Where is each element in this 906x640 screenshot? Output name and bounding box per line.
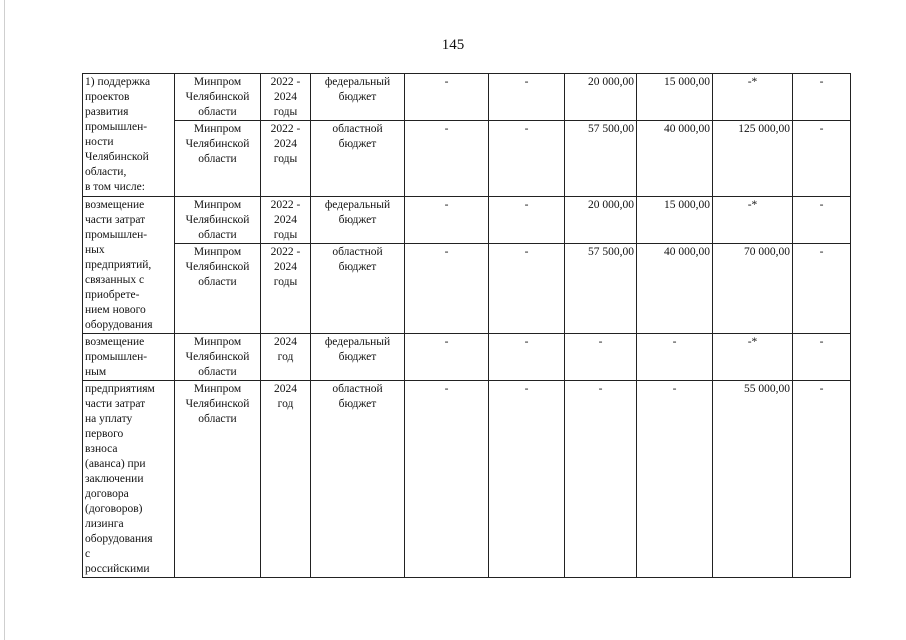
value-cell: - [489,121,565,197]
value-cell: - [489,381,565,578]
page-number: 145 [441,37,465,53]
funding-source-cell: областной бюджет [311,244,405,334]
measure-name-cell: возмещение части затрат промышлен- ных предприятий, связанных с приобрете- нием нового оборудования [83,197,175,334]
value-cell: 57 500,00 [565,244,637,334]
table-row [83,381,851,578]
value-cell: - [405,334,489,381]
years-cell: 2024 год [261,381,311,578]
value-cell: - [489,74,565,121]
value-cell: - [405,197,489,244]
value-cell: - [793,334,851,381]
years-cell: 2022 - 2024 годы [261,74,311,121]
value-cell: - [793,74,851,121]
value-cell: - [565,334,637,381]
table-row [83,121,851,197]
value-cell: 40 000,00 [637,121,713,197]
value-cell: - [489,334,565,381]
value-cell: - [405,121,489,197]
table-row [83,74,851,121]
value-cell: 15 000,00 [637,74,713,121]
measure-name-cell: 1) поддержка проектов развития промышлен- ности Челябинской области, в том числе: [83,74,175,197]
value-cell: - [489,197,565,244]
table-row [83,334,851,381]
table-row [83,244,851,334]
value-cell: 20 000,00 [565,197,637,244]
value-cell: 57 500,00 [565,121,637,197]
funding-source-cell: федеральный бюджет [311,197,405,244]
value-cell: - [793,121,851,197]
years-cell: 2022 - 2024 годы [261,121,311,197]
funding-source-cell: федеральный бюджет [311,74,405,121]
executor-cell: Минпром Челябинской области [175,121,261,197]
executor-cell: Минпром Челябинской области [175,74,261,121]
value-cell: 55 000,00 [713,381,793,578]
value-cell: 125 000,00 [713,121,793,197]
value-cell: - [793,381,851,578]
value-cell: - [405,381,489,578]
value-cell: - [565,381,637,578]
value-cell: - [489,244,565,334]
budget-table [82,73,851,578]
value-cell: 15 000,00 [637,197,713,244]
value-cell: -* [713,334,793,381]
executor-cell: Минпром Челябинской области [175,244,261,334]
funding-source-cell: областной бюджет [311,121,405,197]
funding-source-cell: областной бюджет [311,381,405,578]
value-cell: 20 000,00 [565,74,637,121]
value-cell: - [637,334,713,381]
funding-source-cell: федеральный бюджет [311,334,405,381]
value-cell: - [405,74,489,121]
executor-cell: Минпром Челябинской области [175,197,261,244]
scan-edge-line [4,0,5,640]
value-cell: - [405,244,489,334]
value-cell: - [637,381,713,578]
measure-name-cell: предприятиям части затрат на уплату первого взноса (аванса) при заключении договора (договоров) лизинга оборудования с российскими [83,381,175,578]
years-cell: 2024 год [261,334,311,381]
value-cell: 70 000,00 [713,244,793,334]
measure-name-cell: возмещение промышлен- ным [83,334,175,381]
value-cell: - [793,244,851,334]
value-cell: - [793,197,851,244]
executor-cell: Минпром Челябинской области [175,381,261,578]
executor-cell: Минпром Челябинской области [175,334,261,381]
years-cell: 2022 - 2024 годы [261,197,311,244]
value-cell: 40 000,00 [637,244,713,334]
table-row [83,197,851,244]
years-cell: 2022 - 2024 годы [261,244,311,334]
value-cell: -* [713,74,793,121]
value-cell: -* [713,197,793,244]
